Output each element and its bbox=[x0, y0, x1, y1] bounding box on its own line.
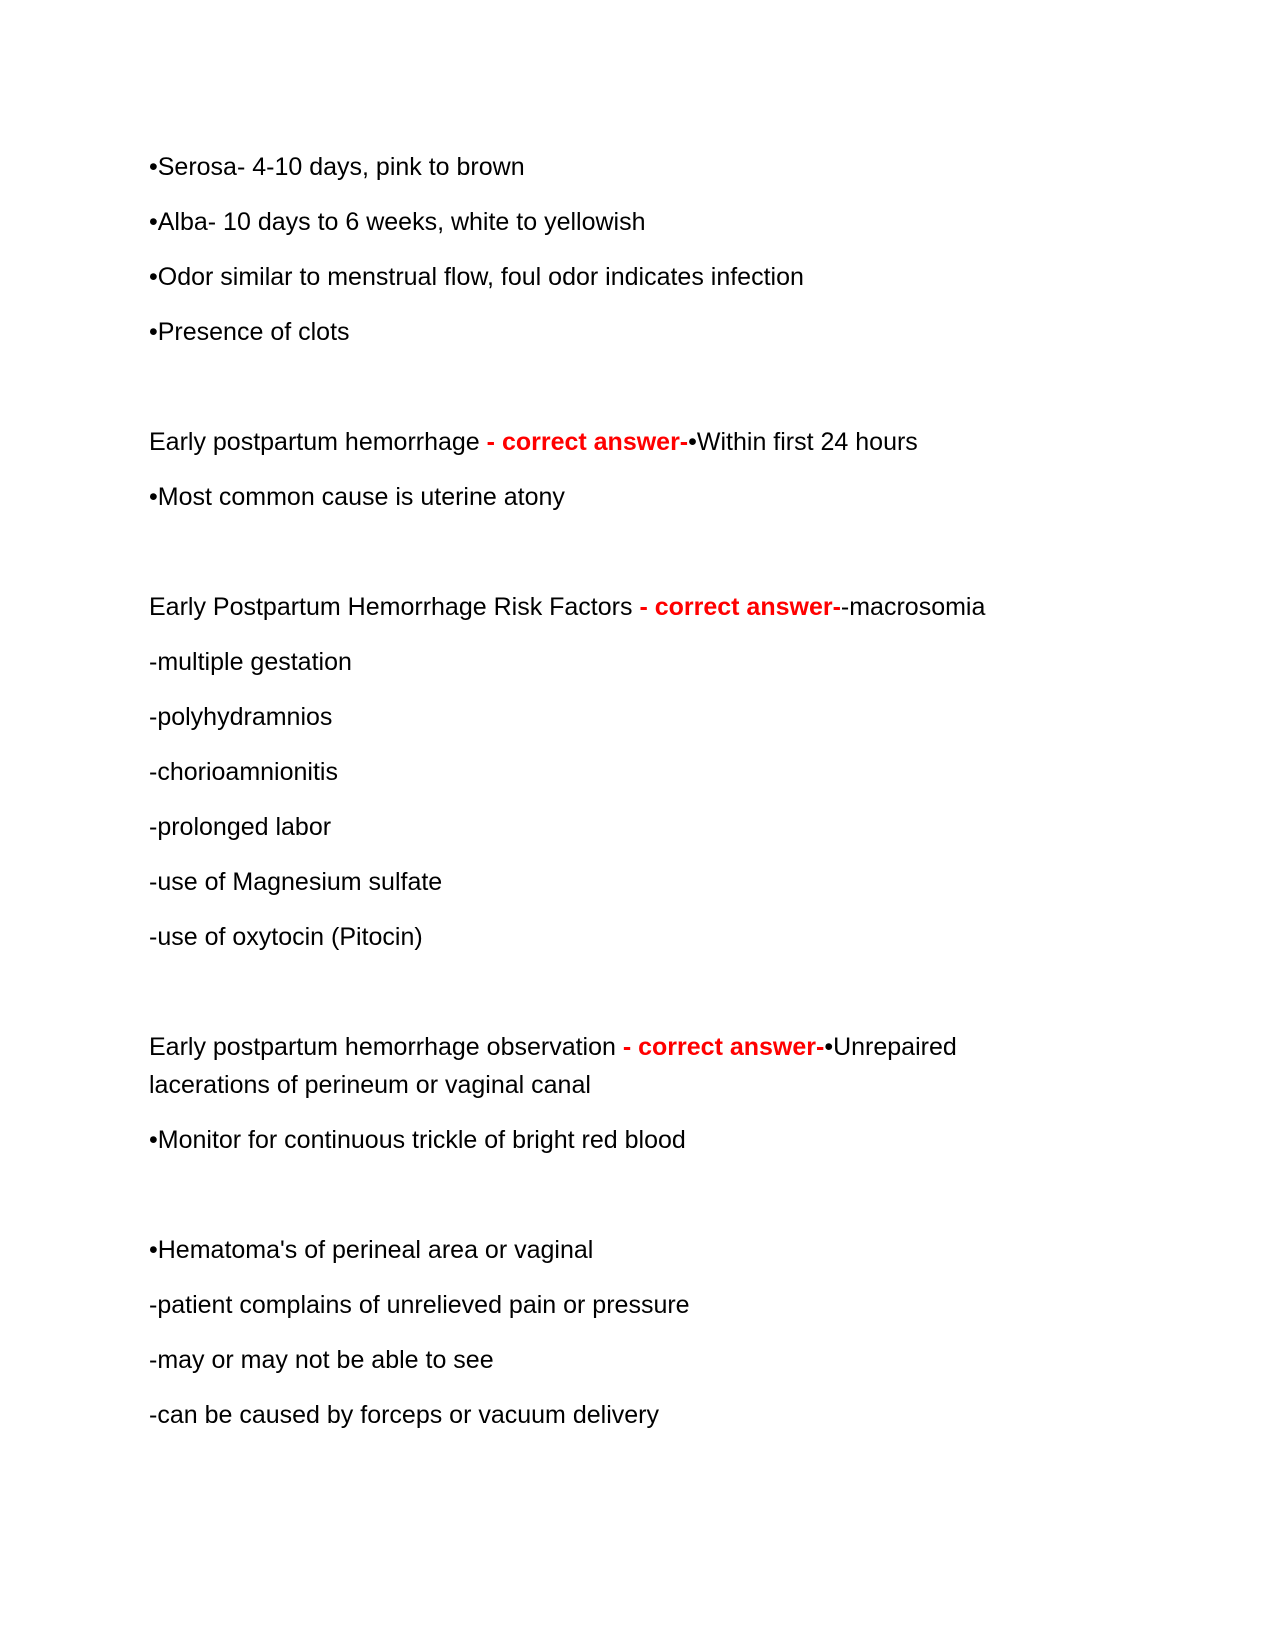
section-spacer bbox=[149, 368, 1049, 423]
answer-marker: - correct answer- bbox=[486, 428, 689, 456]
list-item: -prolonged labor bbox=[149, 813, 332, 841]
list-item: -patient complains of unrelieved pain or pressure bbox=[149, 1291, 690, 1319]
list-item: •Alba- 10 days to 6 weeks, white to yellowish bbox=[149, 208, 646, 236]
list-item: •Odor similar to menstrual flow, foul odor indicates infection bbox=[149, 263, 804, 291]
question-line bbox=[149, 588, 1049, 626]
answer-marker: - correct answer- bbox=[639, 593, 841, 621]
question-text: Early Postpartum Hemorrhage Risk Factors bbox=[149, 593, 640, 621]
answer-marker: - correct answer- bbox=[622, 1033, 825, 1061]
page-content bbox=[149, 148, 1049, 1451]
list-item: -chorioamnionitis bbox=[149, 758, 338, 786]
question-text: Early postpartum hemorrhage bbox=[149, 428, 487, 456]
list-item: -can be caused by forceps or vacuum delivery bbox=[149, 1401, 659, 1429]
list-item: -may or may not be able to see bbox=[149, 1346, 494, 1374]
section-spacer bbox=[149, 533, 1049, 588]
list-item: -use of Magnesium sulfate bbox=[149, 868, 443, 896]
question-text: Early postpartum hemorrhage observation bbox=[149, 1033, 623, 1061]
question-line bbox=[149, 423, 1049, 461]
question-line bbox=[149, 1028, 1049, 1104]
section-spacer bbox=[149, 1176, 1049, 1231]
section-spacer bbox=[149, 973, 1049, 1028]
list-item: -use of oxytocin (Pitocin) bbox=[149, 923, 423, 951]
list-item: •Most common cause is uterine atony bbox=[149, 483, 565, 511]
list-item: -multiple gestation bbox=[149, 648, 352, 676]
list-item: •Serosa- 4-10 days, pink to brown bbox=[149, 153, 525, 181]
answer-text: •Within first 24 hours bbox=[688, 428, 918, 456]
answer-text: •Unrepaired lacerations of perineum or vaginal canal bbox=[149, 1033, 957, 1099]
answer-text: -macrosomia bbox=[840, 593, 986, 621]
list-item: •Hematoma's of perineal area or vaginal bbox=[149, 1236, 594, 1264]
list-item: -polyhydramnios bbox=[149, 703, 333, 731]
list-item: •Monitor for continuous trickle of bright red blood bbox=[149, 1126, 686, 1154]
list-item: •Presence of clots bbox=[149, 318, 350, 346]
